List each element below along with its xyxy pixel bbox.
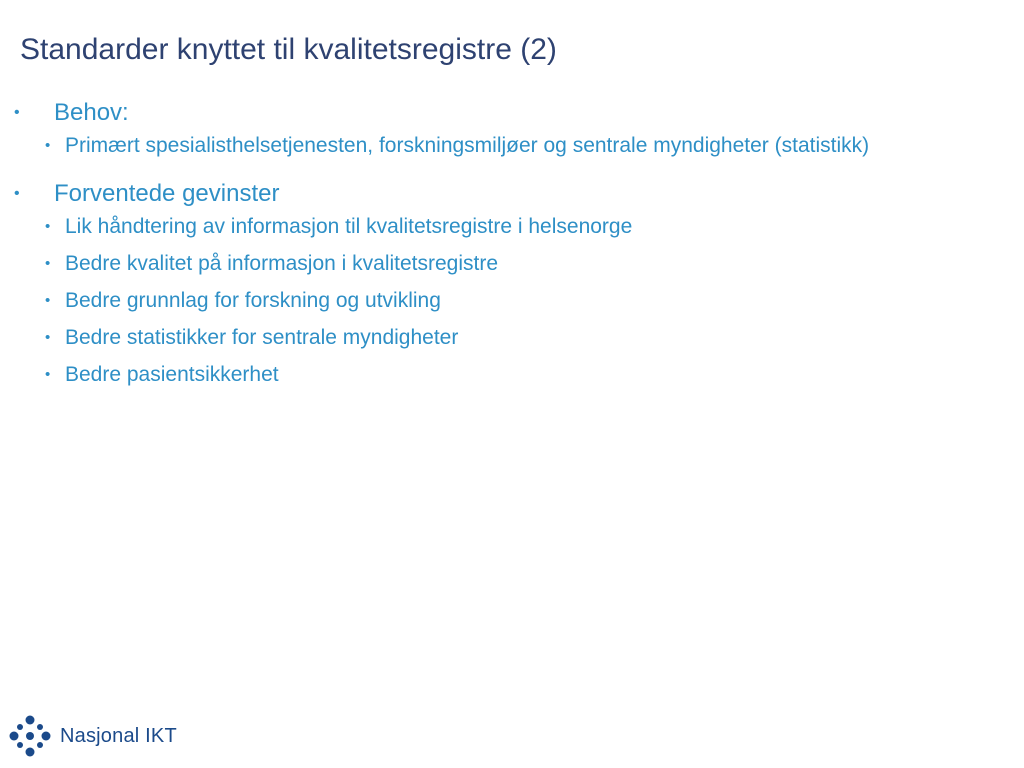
section-heading: Forventede gevinster <box>54 180 280 207</box>
slide-title: Standarder knyttet til kvalitetsregistre (2) <box>20 33 557 66</box>
sublist <box>14 130 1004 161</box>
list-item-text: Bedre statistikker for sentrale myndigheter <box>65 326 459 349</box>
bullet-icon: • <box>45 292 51 309</box>
list-item <box>14 130 1004 161</box>
bullet-icon: • <box>14 185 20 202</box>
list-item-text: Lik håndtering av informasjon til kvalitetsregistre i helsenorge <box>65 215 633 238</box>
bullet-icon: • <box>45 329 51 346</box>
list-item-text: Bedre pasientsikkerhet <box>65 363 279 386</box>
logo-text: Nasjonal IKT <box>60 724 177 747</box>
bullet-icon: • <box>45 218 51 235</box>
nasjonal-ikt-dots-logo-icon <box>8 714 54 758</box>
sublist <box>14 211 1004 390</box>
slide-content <box>14 96 1004 406</box>
section-behov <box>14 96 1004 161</box>
footer-logo <box>8 714 177 758</box>
bullet-icon: • <box>45 366 51 383</box>
bullet-level1 <box>14 96 1004 130</box>
bullet-level1 <box>14 177 1004 211</box>
list-item <box>14 322 1004 353</box>
bullet-icon: • <box>45 137 51 154</box>
section-forventede-gevinster <box>14 177 1004 390</box>
bullet-icon: • <box>45 255 51 272</box>
list-item-text: Primært spesialisthelsetjenesten, forskningsmiljøer og sentrale myndigheter (statistikk) <box>65 134 870 157</box>
list-item-text: Bedre kvalitet på informasjon i kvalitetsregistre <box>65 252 499 275</box>
section-heading: Behov: <box>54 99 129 126</box>
list-item <box>14 248 1004 279</box>
list-item <box>14 211 1004 242</box>
list-item <box>14 285 1004 316</box>
bullet-icon: • <box>14 104 20 121</box>
list-item-text: Bedre grunnlag for forskning og utvikling <box>65 289 441 312</box>
list-item <box>14 359 1004 390</box>
